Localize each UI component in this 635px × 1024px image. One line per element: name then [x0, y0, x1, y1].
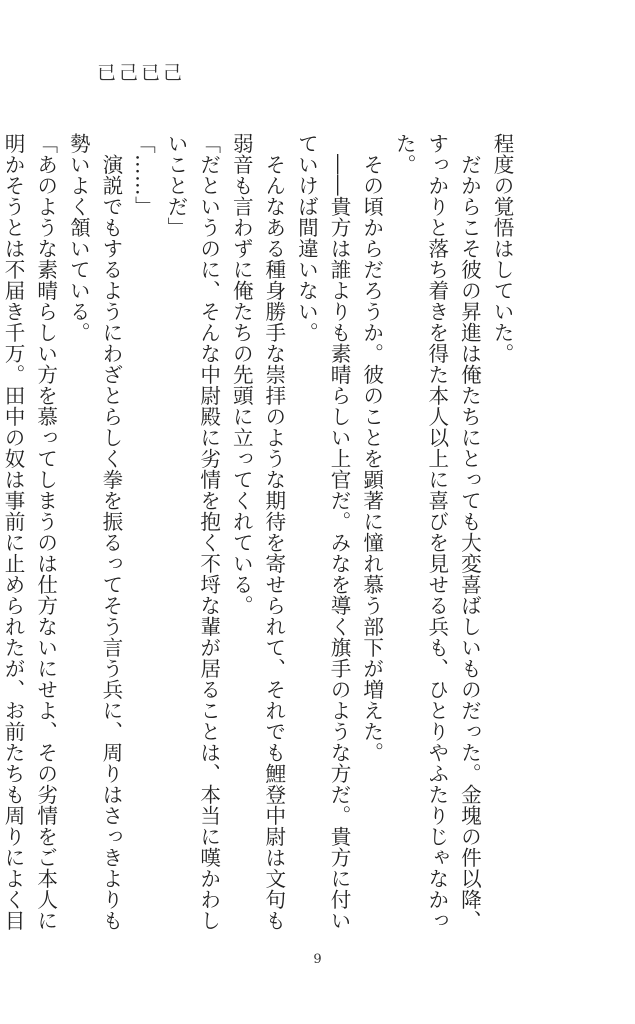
text-line: その頃からだろうか。彼のことを顕著に憧れ慕う部下が増えた。: [359, 133, 384, 763]
text-line: いことだ」: [164, 133, 189, 238]
text-line: 程度の覚悟はしていた。: [490, 133, 514, 364]
text-line: 明かそうとは不届き千万。田中の奴は事前に止められたが、お前たちも周りによく目: [1, 133, 26, 931]
text-line: た。: [392, 133, 417, 175]
text-line: 「あのような素晴らしい方を慕ってしまうのは仕方ないにせよ、その劣情をご本人に: [33, 133, 58, 931]
page-number: 9: [313, 952, 322, 967]
running-header: 已己已己: [97, 62, 186, 84]
text-line: ていけば間違いない。: [294, 133, 319, 343]
text-line: すっかりと落ち着きを得た本人以上に喜びを見せる兵も、ひとりやふたりじゃなかっ: [424, 133, 449, 931]
text-line: 「……」: [131, 133, 156, 217]
text-line: 勢いよく頷いている。: [66, 133, 91, 343]
text-line: そんなある種身勝手な崇拝のような期待を寄せられて、それでも鯉登中尉は文句も: [261, 133, 286, 931]
text-line: 弱音も言わずに俺たちの先頭に立ってくれている。: [229, 133, 254, 616]
text-line: だからこそ彼の昇進は俺たちにとっても大変喜ばしいものだった。金塊の件以降、: [457, 133, 482, 931]
vertical-text-body: [1, 133, 518, 931]
text-line: 「だというのに、そんな中尉殿に劣情を抱く不埒な輩が居ることは、本当に嘆かわし: [196, 133, 221, 931]
text-line: ――貴方は誰よりも素晴らしい上官だ。みなを導く旗手のような方だ。貴方に付い: [327, 133, 352, 931]
text-line: 演説でもするようにわざとらしく拳を振るってそう言う兵に、周りはさっきよりも: [98, 133, 123, 931]
